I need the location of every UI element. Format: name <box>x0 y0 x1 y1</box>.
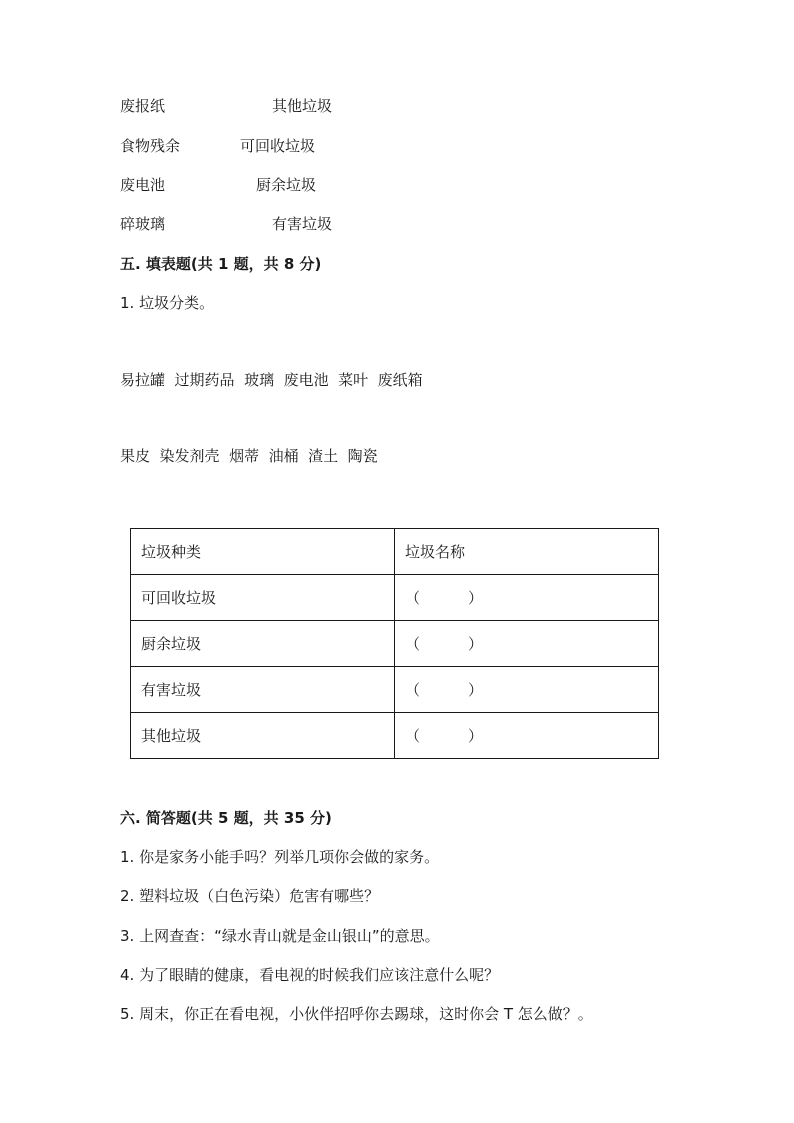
match-left-item-4: 碎玻璃 <box>120 215 166 233</box>
table-row-category: 有害垃圾 <box>131 667 395 713</box>
paren-close: ） <box>468 726 484 745</box>
match-left-item-1: 废报纸 <box>120 97 166 115</box>
paren-close: ） <box>468 680 484 699</box>
section5-question: 1. 垃圾分类。 <box>120 294 215 312</box>
paren-open: （ <box>405 726 421 745</box>
table-row-category: 其他垃圾 <box>131 713 395 759</box>
table-row <box>131 713 659 759</box>
table-header-category: 垃圾种类 <box>131 529 395 575</box>
table-header-row <box>131 529 659 575</box>
answer-blank[interactable] <box>395 667 659 713</box>
short-answer-question-3: 3. 上网查查：“绿水青山就是金山银山”的意思。 <box>120 927 440 945</box>
waste-items-line-1: 易拉罐 过期药品 玻璃 废电池 菜叶 废纸箱 <box>120 371 423 389</box>
table-row-category: 厨余垃圾 <box>131 621 395 667</box>
short-answer-question-1: 1. 你是家务小能手吗？列举几项你会做的家务。 <box>120 848 440 866</box>
paren-close: ） <box>468 634 484 653</box>
short-answer-question-4: 4. 为了眼睛的健康，看电视的时候我们应该注意什么呢？ <box>120 966 500 984</box>
table-row-category: 可回收垃圾 <box>131 575 395 621</box>
section5-heading: 五. 填表题(共 1 题，共 8 分) <box>120 255 322 273</box>
match-left-item-2: 食物残余 <box>120 137 181 155</box>
paren-open: （ <box>405 588 421 607</box>
match-right-item-2: 可回收垃圾 <box>240 137 316 155</box>
table-header-names: 垃圾名称 <box>395 529 659 575</box>
match-right-item-3: 厨余垃圾 <box>256 176 317 194</box>
match-right-item-4: 有害垃圾 <box>272 215 333 233</box>
paren-open: （ <box>405 634 421 653</box>
short-answer-question-2: 2. 塑料垃圾（白色污染）危害有哪些？ <box>120 887 380 905</box>
match-right-item-1: 其他垃圾 <box>272 97 333 115</box>
answer-blank[interactable] <box>395 621 659 667</box>
section6-heading: 六. 简答题(共 5 题，共 35 分) <box>120 809 332 827</box>
short-answer-question-5: 5. 周末，你正在看电视，小伙伴招呼你去踢球，这时你会 T 怎么做？。 <box>120 1005 593 1023</box>
waste-items-line-2: 果皮 染发剂壳 烟蒂 油桶 渣土 陶瓷 <box>120 447 378 465</box>
table-row <box>131 621 659 667</box>
table-row <box>131 575 659 621</box>
waste-sorting-table <box>130 528 659 759</box>
answer-blank[interactable] <box>395 575 659 621</box>
paren-close: ） <box>468 588 484 607</box>
match-left-item-3: 废电池 <box>120 176 166 194</box>
table-row <box>131 667 659 713</box>
answer-blank[interactable] <box>395 713 659 759</box>
paren-open: （ <box>405 680 421 699</box>
